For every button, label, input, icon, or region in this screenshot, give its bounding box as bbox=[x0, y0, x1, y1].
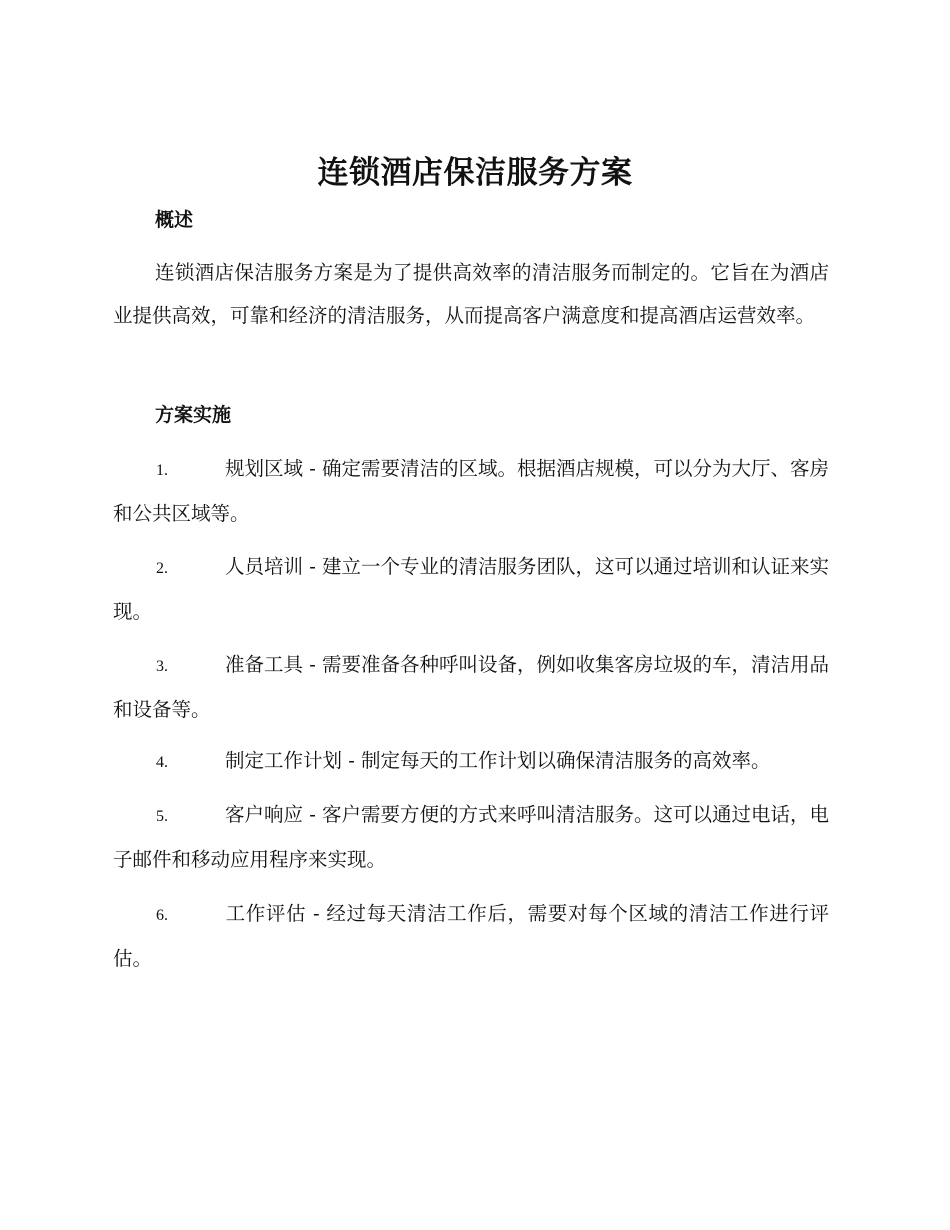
list-item-number: 5. bbox=[156, 808, 168, 825]
section-heading-implementation: 方案实施 bbox=[155, 404, 232, 426]
section-heading-overview: 概述 bbox=[155, 209, 194, 231]
list-item bbox=[113, 793, 829, 881]
list-item-number: 1. bbox=[156, 462, 168, 479]
list-item bbox=[113, 447, 829, 535]
overview-paragraph: 连锁酒店保洁服务方案是为了提供高效率的清洁服务而制定的。它旨在为酒店业提供高效，可靠和经济的清洁服务，从而提高客户满意度和提高酒店运营效率。 bbox=[113, 261, 829, 327]
list-item-number: 2. bbox=[156, 560, 168, 577]
list-item bbox=[113, 643, 829, 731]
list-item-text: 规划区域 - 确定需要清洁的区域。根据酒店规模，可以分为大厅、客房和公共区域等。 bbox=[113, 457, 829, 525]
list-item-text: 工作评估 - 经过每天清洁工作后，需要对每个区域的清洁工作进行评估。 bbox=[113, 902, 829, 970]
list-item-number: 3. bbox=[156, 658, 168, 675]
list-item-number: 4. bbox=[156, 754, 168, 771]
list-item bbox=[113, 545, 829, 633]
list-item-number: 6. bbox=[156, 907, 168, 924]
document-title: 连锁酒店保洁服务方案 bbox=[317, 155, 633, 191]
list-item-text: 人员培训 - 建立一个专业的清洁服务团队，这可以通过培训和认证来实现。 bbox=[113, 555, 829, 623]
list-item-text: 准备工具 - 需要准备各种呼叫设备，例如收集客房垃圾的车，清洁用品和设备等。 bbox=[113, 653, 829, 721]
list-item-text: 制定工作计划 - 制定每天的工作计划以确保清洁服务的高效率。 bbox=[225, 749, 771, 772]
list-item-text: 客户响应 - 客户需要方便的方式来呼叫清洁服务。这可以通过电话，电子邮件和移动应用程序来实现。 bbox=[113, 803, 829, 871]
list-item bbox=[113, 892, 829, 980]
list-item bbox=[113, 739, 829, 784]
